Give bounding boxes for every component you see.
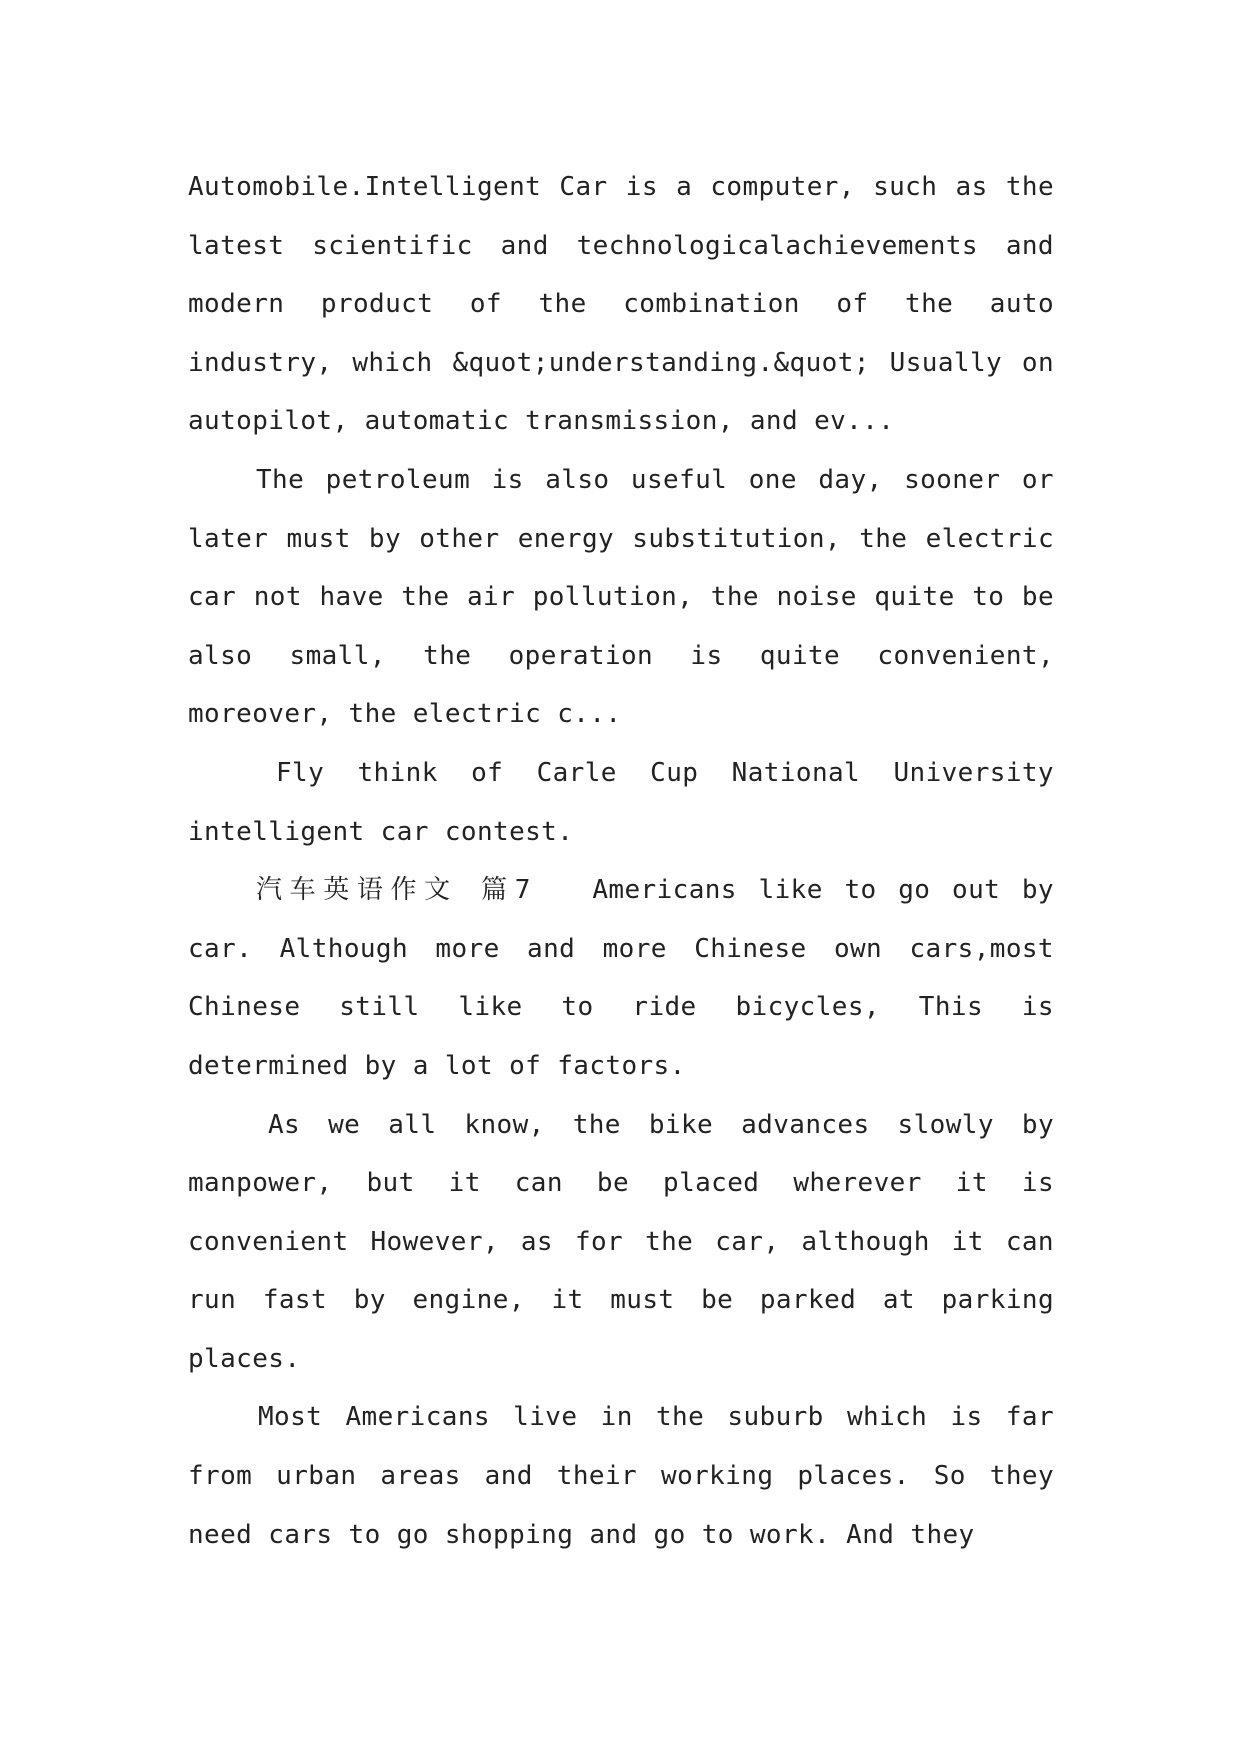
paragraph-americans-by-car bbox=[188, 861, 1054, 1095]
paragraph-intelligent-car: Automobile.Intelligent Car is a computer, such as the latest scientific and technologicalachievements and modern product of the combination of the auto industry, which &quot;understanding.&quot; Usually on autopilot, automatic transmission, and ev... bbox=[188, 172, 1054, 437]
document-body bbox=[188, 158, 1054, 1564]
paragraph-suburb: Most Americans live in the suburb which is far from urban areas and their working places. So they need cars to go shopping and go to work. And they bbox=[188, 1402, 1054, 1550]
section-heading: 汽车英语作文 篇7 bbox=[256, 875, 533, 906]
paragraph-americans-text: Americans like to go out by car. Although more and more Chinese own cars,most Chinese still like to ride bicycles, This is determined by a lot of factors. bbox=[188, 875, 1054, 1081]
paragraph-carle-cup: Fly think of Carle Cup National University intelligent car contest. bbox=[188, 757, 1054, 847]
paragraph-bike-advances: As we all know, the bike advances slowly by manpower, but it can be placed wherever it is convenient However, as for the car, although it can run fast by engine, it must be parked at parking places. bbox=[188, 1109, 1054, 1374]
paragraph-petroleum: The petroleum is also useful one day, sooner or later must by other energy substitution, the electric car not have the air pollution, the noise quite to be also small, the operation is quite convenient, moreover, the electric c... bbox=[188, 464, 1054, 730]
